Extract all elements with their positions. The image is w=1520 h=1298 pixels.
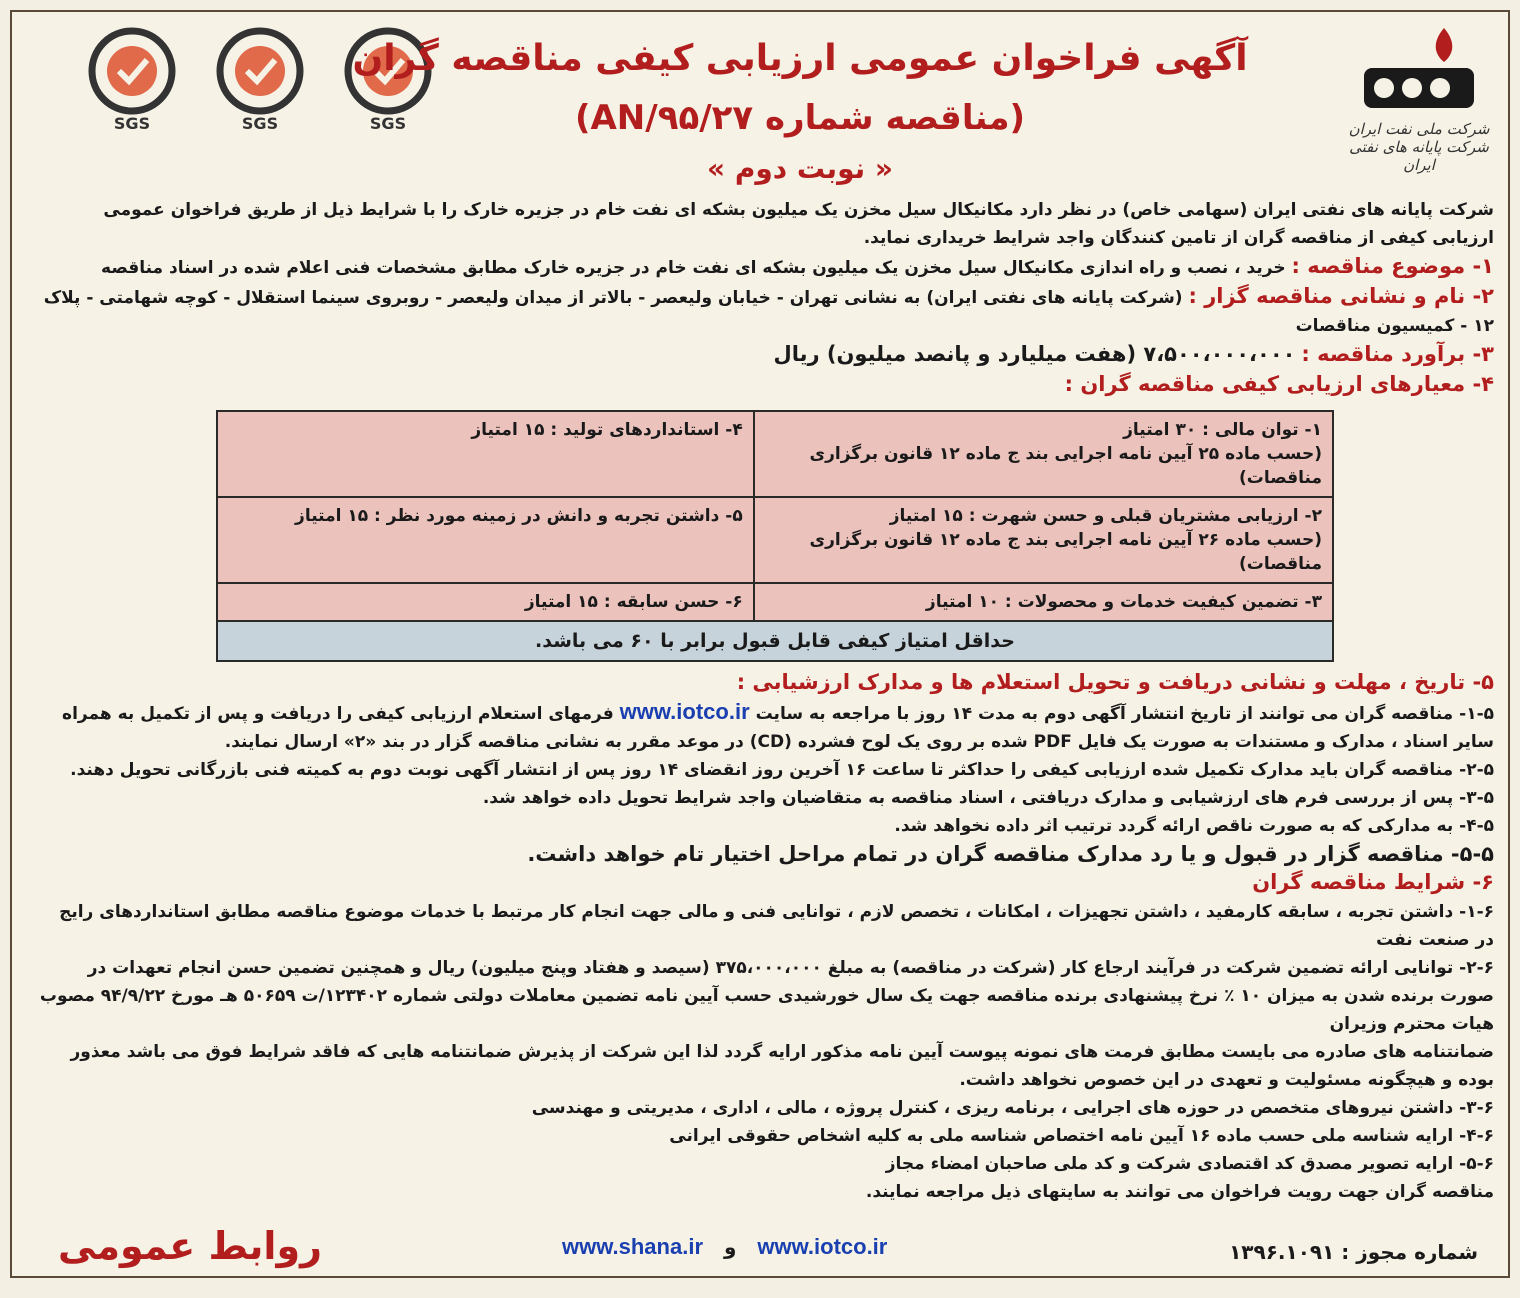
criteria-row — [218, 412, 1332, 498]
iotco-link-footer[interactable]: www.iotco.ir — [757, 1234, 888, 1259]
section-5 — [36, 668, 1494, 698]
section-6 — [36, 868, 1494, 898]
section-6-item-2b: ضمانتنامه های صادره می بایست مطابق فرمت های نمونه پیوست آیین نامه مذکور ارایه گردد لذا این شرکت از پذیرش ضمانتنامه هایی که فاقد شرایط فوق می باشد معذور بوده و هیچگونه مسئولیت و تعهدی در این خصوص نخواهد داشت. — [70, 1042, 1494, 1090]
sgs-label: SGS — [369, 114, 407, 133]
criteria-row — [218, 584, 1332, 622]
sgs-badge — [72, 26, 192, 136]
company-line-1: شرکت ملی نفت ایران — [1348, 120, 1490, 138]
section-5-item-4: ۴-۵- به مدارکی که به صورت ناقص ارائه گردد ترتیب اثر داده نخواهد شد. — [894, 816, 1494, 836]
section-1-label: ۱- موضوع مناقصه : — [1291, 254, 1494, 278]
company-line-2: شرکت پایانه های نفتی ایران — [1349, 138, 1489, 174]
footer — [42, 1220, 1488, 1270]
section-5-label: ۵- تاریخ ، مهلت و نشانی دریافت و تحویل استعلام ها و مدارک ارزشیابی : — [736, 670, 1494, 694]
public-relations: روابط عمومی — [58, 1224, 322, 1268]
section-4-label: ۴- معیارهای ارزیابی کیفی مناقصه گران : — [1064, 372, 1494, 396]
header — [12, 12, 1508, 192]
shana-link[interactable]: www.shana.ir — [562, 1234, 704, 1259]
section-2-label: ۲- نام و نشانی مناقصه گزار : — [1188, 284, 1494, 308]
website-links — [562, 1234, 887, 1260]
section-6-item-3: ۳-۶- داشتن نیروهای متخصص در حوزه های اجرایی ، برنامه ریزی ، کنترل پروژه ، مالی ، اداری ، مدیریتی و مهندسی — [531, 1098, 1494, 1118]
criterion-note: (حسب ماده ۲۶ آیین نامه اجرایی بند ج ماده ۱۲ قانون برگزاری مناقصات) — [809, 530, 1322, 574]
sgs-label: SGS — [113, 114, 151, 133]
section-1-text: خرید ، نصب و راه اندازی مکانیکال سیل مخزن یک میلیون بشکه ای نفت خام در جزیره خارک مطابق مشخصات فنی اعلام شده در اسناد مناقصه — [101, 258, 1286, 278]
iotco-link[interactable]: www.iotco.ir — [619, 699, 750, 724]
item-text: ۱-۵- مناقصه گران می توانند از تاریخ انتشار آگهی دوم به مدت ۱۴ روز با مراجعه به سایت — [755, 704, 1494, 724]
section-6-item-5: ۵-۶- ارایه تصویر مصدق کد اقتصادی شرکت و کد ملی صاحبان امضاء مجاز — [885, 1154, 1494, 1174]
criterion-reputation: ۲- ارزیابی مشتریان قبلی و حسن شهرت : ۱۵ امتیاز — [889, 506, 1322, 526]
section-5-item-5: ۵-۵- مناقصه گزار در قبول و یا رد مدارک مناقصه گران در تمام مراحل اختیار تام خواهد داشت. — [527, 842, 1494, 866]
criteria-cell — [753, 498, 1332, 582]
criteria-minimum: حداقل امتیاز کیفی قابل قبول برابر با ۶۰ می باشد. — [218, 622, 1332, 660]
section-2 — [36, 282, 1494, 340]
section-4 — [36, 370, 1494, 400]
nioc-logo — [1344, 20, 1494, 180]
section-6-label: ۶- شرایط مناقصه گران — [1252, 870, 1494, 894]
sgs-label: SGS — [241, 114, 279, 133]
item-text: فرمهای استعلام ارزیابی کیفی را دریافت و پس از تکمیل به همراه سایر اسناد ، مدارک و مستندات به صورت یک فایل PDF شده بر روی یک لوح فشرده (CD) در موعد مقرر به نشانی مناقصه گزار در بند «۲» ارسال نمایند. — [62, 704, 1494, 752]
sgs-badge — [200, 26, 320, 136]
criteria-cell — [753, 412, 1332, 496]
criteria-cell: ۳- تضمین کیفیت خدمات و محصولات : ۱۰ امتیاز — [753, 584, 1332, 620]
criteria-cell: ۶- حسن سابقه : ۱۵ امتیاز — [218, 584, 753, 620]
section-5-item-1 — [36, 698, 1494, 756]
publication-round: « نوبت دوم » — [707, 152, 893, 185]
section-6-item-1: ۱-۶- داشتن تجربه ، سابقه کارمفید ، داشتن تجهیزات ، امکانات ، تخصص لازم ، توانایی فنی و مالی جهت انجام کار مرتبط با خدمات موضوع مناقصه مطابق استانداردهای رایج در صنعت نفت — [59, 902, 1494, 950]
section-6-item-2: ۲-۶- توانایی ارائه تضمین شرکت در فرآیند ارجاع کار (شرکت در مناقصه) به مبلغ ۳۷۵،۰۰۰،۰۰۰ (سیصد و هفتاد وپنج میلیون) ریال و همچنین تضمین حسن انجام تعهدات در صورت برنده شدن به میزان ۱۰ ٪ نرخ پیشنهادی برنده مناقصه جهت یک سال خورشیدی حسب آیین نامه تضمین معاملات دولتی شماره ۱۲۳۴۰۲/ت ۵۰۶۵۹ هـ مورخ ۹۴/۹/۲۲ مصوب هیات محترم وزیران — [39, 958, 1494, 1034]
intro-paragraph: شرکت پایانه های نفتی ایران (سهامی خاص) در نظر دارد مکانیکال سیل مخزن یک میلیون بشکه ای نفت خام در جزیره خارک را با شرایط ذیل از طریق فراخوان عمومی ارزیابی کیفی از مناقصه گران از تامین کنندگان واجد شرایط خریداری نماید. — [103, 200, 1494, 248]
criteria-table — [216, 410, 1334, 662]
criteria-cell: ۴- استانداردهای تولید : ۱۵ امتیاز — [218, 412, 753, 496]
criterion-note: (حسب ماده ۲۵ آیین نامه اجرایی بند ج ماده ۱۲ قانون برگزاری مناقصات) — [809, 444, 1322, 488]
flame-icon — [1354, 20, 1484, 120]
section-6-item-4: ۴-۶- ارایه شناسه ملی حسب ماده ۱۶ آیین نامه اختصاص شناسه ملی به کلیه اشخاص حقوقی ایرانی — [669, 1126, 1494, 1146]
section-6-note: مناقصه گران جهت رویت فراخوان می توانند به سایتهای ذیل مراجعه نمایند. — [865, 1182, 1494, 1202]
sgs-seal-icon — [77, 26, 187, 116]
and-text: و — [723, 1235, 737, 1259]
section-3 — [36, 340, 1494, 370]
criteria-cell: ۵- داشتن تجربه و دانش در زمینه مورد نظر : ۱۵ امتیاز — [218, 498, 753, 582]
notice-title: آگهی فراخوان عمومی ارزیابی کیفی مناقصه گران — [352, 38, 1248, 79]
permit-number: شماره مجوز : ۱۳۹۶.۱۰۹۱ — [1229, 1240, 1478, 1264]
section-5-item-3: ۳-۵- پس از بررسی فرم های ارزشیابی و مدارک دریافتی ، اسناد مناقصه به متقاضیان واجد شرایط تحویل داده خواهد شد. — [482, 788, 1494, 808]
tender-notice — [10, 10, 1510, 1278]
section-1 — [36, 252, 1494, 282]
criteria-row — [218, 498, 1332, 584]
section-5-item-2: ۲-۵- مناقصه گران باید مدارک تکمیل شده ارزیابی کیفی را حداکثر تا ساعت ۱۶ آخرین روز انقضای ۱۴ روز پس از انتشار آگهی نوبت دوم به کمیته فنی بازرگانی تحویل دهند. — [70, 760, 1494, 780]
section-2-text: (شرکت پایانه های نفتی ایران) به نشانی تهران - خیابان ولیعصر - بالاتر از میدان ولیعصر - روبروی سینما استقلال - کوچه شهامتی - پلاک ۱۲ - کمیسیون مناقصات — [43, 288, 1494, 336]
notice-body — [36, 196, 1494, 1206]
section-3-label: ۳- برآورد مناقصه : — [1301, 342, 1494, 366]
tender-number: (مناقصه شماره ۹۵/۲۷/AN) — [574, 98, 1026, 138]
criterion-financial: ۱- توان مالی : ۳۰ امتیاز — [1123, 420, 1322, 440]
sgs-seal-icon — [205, 26, 315, 116]
section-3-text: ۷،۵۰۰،۰۰۰،۰۰۰ (هفت میلیارد و پانصد میلیون) ریال — [773, 342, 1296, 366]
